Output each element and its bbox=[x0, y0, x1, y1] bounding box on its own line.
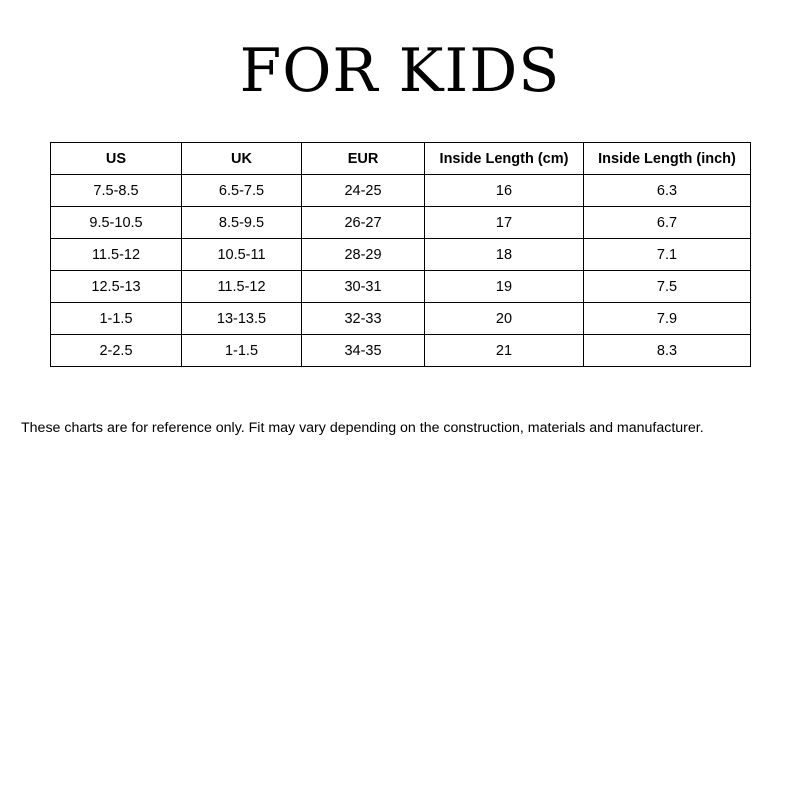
cell-inside-length-inch: 7.5 bbox=[584, 271, 751, 303]
cell-uk: 6.5-7.5 bbox=[182, 175, 302, 207]
cell-uk: 10.5-11 bbox=[182, 239, 302, 271]
size-chart-table bbox=[50, 142, 751, 367]
cell-us: 12.5-13 bbox=[51, 271, 182, 303]
cell-inside-length-cm: 16 bbox=[425, 175, 584, 207]
cell-inside-length-cm: 21 bbox=[425, 335, 584, 367]
table-row bbox=[51, 207, 751, 239]
table-row bbox=[51, 239, 751, 271]
cell-inside-length-cm: 20 bbox=[425, 303, 584, 335]
column-header-us: US bbox=[51, 143, 182, 175]
column-header-eur: EUR bbox=[302, 143, 425, 175]
cell-inside-length-inch: 8.3 bbox=[584, 335, 751, 367]
disclaimer-note: These charts are for reference only. Fit may vary depending on the construction, materials and manufacturer. bbox=[21, 420, 704, 436]
column-header-inside-length-cm: Inside Length (cm) bbox=[425, 143, 584, 175]
cell-us: 11.5-12 bbox=[51, 239, 182, 271]
cell-uk: 13-13.5 bbox=[182, 303, 302, 335]
cell-us: 1-1.5 bbox=[51, 303, 182, 335]
cell-uk: 11.5-12 bbox=[182, 271, 302, 303]
cell-inside-length-inch: 7.9 bbox=[584, 303, 751, 335]
cell-eur: 24-25 bbox=[302, 175, 425, 207]
cell-inside-length-inch: 7.1 bbox=[584, 239, 751, 271]
cell-inside-length-inch: 6.3 bbox=[584, 175, 751, 207]
cell-us: 9.5-10.5 bbox=[51, 207, 182, 239]
cell-eur: 34-35 bbox=[302, 335, 425, 367]
column-header-uk: UK bbox=[182, 143, 302, 175]
cell-eur: 26-27 bbox=[302, 207, 425, 239]
cell-eur: 28-29 bbox=[302, 239, 425, 271]
cell-inside-length-cm: 17 bbox=[425, 207, 584, 239]
cell-eur: 32-33 bbox=[302, 303, 425, 335]
table-row bbox=[51, 335, 751, 367]
cell-us: 7.5-8.5 bbox=[51, 175, 182, 207]
table-header-row bbox=[51, 143, 751, 175]
cell-eur: 30-31 bbox=[302, 271, 425, 303]
column-header-inside-length-inch: Inside Length (inch) bbox=[584, 143, 751, 175]
cell-inside-length-cm: 18 bbox=[425, 239, 584, 271]
cell-inside-length-cm: 19 bbox=[425, 271, 584, 303]
table-row bbox=[51, 271, 751, 303]
table-row bbox=[51, 303, 751, 335]
cell-uk: 1-1.5 bbox=[182, 335, 302, 367]
cell-inside-length-inch: 6.7 bbox=[584, 207, 751, 239]
cell-uk: 8.5-9.5 bbox=[182, 207, 302, 239]
page-title: FOR KIDS bbox=[239, 36, 561, 106]
table-row bbox=[51, 175, 751, 207]
cell-us: 2-2.5 bbox=[51, 335, 182, 367]
